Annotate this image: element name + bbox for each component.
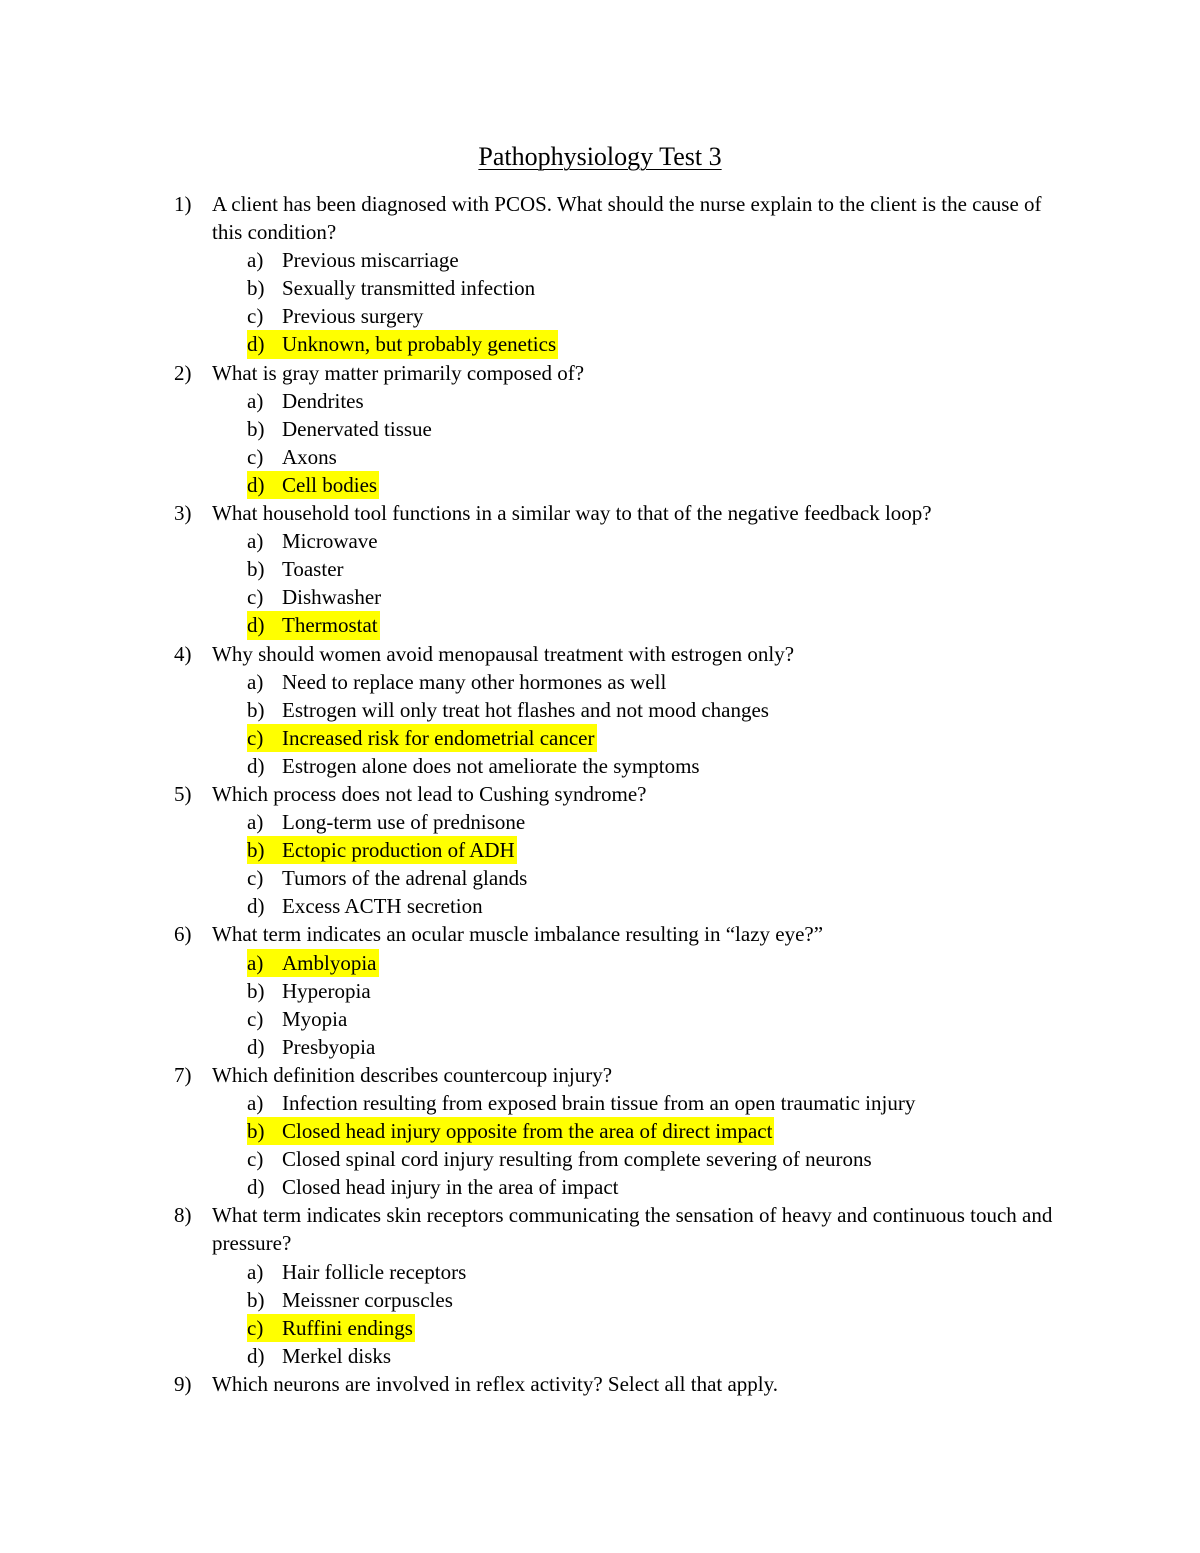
option-content (247, 808, 527, 836)
option-content (247, 415, 434, 443)
option-content (247, 892, 485, 920)
option-text: Unknown, but probably genetics (282, 332, 557, 357)
option-content (247, 527, 380, 555)
question-stem (0, 499, 1200, 527)
question-text: Why should women avoid menopausal treatment with estrogen only? (212, 641, 795, 666)
option-letter: b) (247, 697, 265, 722)
option-letter: c) (247, 1315, 264, 1340)
document-title (0, 140, 1200, 174)
option-text: Denervated tissue (282, 416, 432, 441)
option-letter: c) (247, 866, 264, 891)
option-letter: a) (247, 669, 264, 694)
option-text: Closed head injury opposite from the area of direct impact (282, 1119, 773, 1144)
answer-option (0, 808, 1200, 836)
option-text: Myopia (282, 1006, 348, 1031)
option-content (247, 443, 339, 471)
question-4 (0, 640, 1200, 780)
option-letter: b) (247, 978, 265, 1003)
option-letter: a) (247, 1091, 264, 1115)
option-letter: a) (247, 810, 264, 835)
option-content (247, 836, 517, 864)
question-1 (0, 190, 1200, 359)
option-text: Toaster (282, 557, 344, 582)
answer-option (0, 1286, 1200, 1314)
question-3 (0, 499, 1200, 639)
option-content (247, 330, 558, 358)
option-text: Dishwasher (282, 585, 382, 610)
option-text: Previous surgery (282, 304, 424, 329)
answer-option (0, 696, 1200, 724)
question-stem (0, 190, 1200, 246)
option-letter: a) (247, 529, 264, 554)
option-text: Microwave (282, 529, 378, 554)
option-letter: a) (247, 950, 264, 975)
option-text: Cell bodies (282, 472, 378, 497)
question-stem (0, 1201, 1200, 1257)
option-letter: b) (247, 1287, 265, 1312)
option-letter: c) (247, 585, 264, 610)
answer-option-highlighted (0, 724, 1200, 752)
option-letter: b) (247, 276, 265, 301)
question-number: 9) (174, 1371, 192, 1396)
option-content (247, 668, 668, 696)
option-text: Merkel disks (282, 1343, 392, 1368)
option-content (247, 274, 537, 302)
option-letter: d) (247, 613, 265, 638)
answer-option-highlighted (0, 1314, 1200, 1342)
option-text: Sexually transmitted infection (282, 276, 536, 301)
answer-option (0, 1145, 1200, 1173)
option-text: Previous miscarriage (282, 248, 459, 273)
question-6 (0, 920, 1200, 1060)
answer-option (0, 387, 1200, 415)
option-content (247, 1173, 620, 1201)
option-letter: c) (247, 1147, 264, 1172)
option-letter: d) (247, 1343, 265, 1368)
option-content (247, 977, 373, 1005)
option-content (247, 1258, 468, 1286)
question-text: Which definition describes countercoup injury? (212, 1062, 613, 1087)
answer-option (0, 892, 1200, 920)
option-content (247, 1314, 415, 1342)
option-letter: d) (247, 332, 265, 357)
option-text: Need to replace many other hormones as well (282, 669, 667, 694)
option-letter: d) (247, 1175, 265, 1200)
option-content (247, 1033, 377, 1061)
option-content (247, 864, 529, 892)
option-content (247, 302, 425, 330)
answer-option (0, 1005, 1200, 1033)
option-text: Tumors of the adrenal glands (282, 866, 528, 891)
answer-option-highlighted (0, 1117, 1200, 1145)
question-number: 6) (174, 922, 192, 947)
option-letter: c) (247, 725, 264, 750)
question-list (0, 190, 1200, 1398)
question-number: 5) (174, 781, 192, 806)
option-letter: c) (247, 304, 264, 329)
answer-option (0, 415, 1200, 443)
option-content (247, 387, 366, 415)
document-title-text: Pathophysiology Test 3 (478, 142, 722, 171)
question-2 (0, 359, 1200, 499)
answer-option (0, 1342, 1200, 1370)
option-text: Presbyopia (282, 1034, 376, 1059)
option-text: Meissner corpuscles (282, 1287, 453, 1312)
question-text: What term indicates skin receptors communicating the sensation of heavy and continuous touch and pressure? (212, 1203, 1053, 1256)
answer-option-highlighted (0, 611, 1200, 639)
option-text: Increased risk for endometrial cancer (282, 725, 595, 750)
option-letter: c) (247, 444, 264, 469)
option-content (247, 724, 597, 752)
option-text: Estrogen alone does not ameliorate the symptoms (282, 753, 700, 778)
question-text: What household tool functions in a similar way to that of the negative feedback loop? (212, 501, 932, 526)
answer-option (0, 246, 1200, 274)
question-5 (0, 780, 1200, 920)
option-content (247, 696, 771, 724)
option-letter: a) (247, 388, 264, 413)
question-number: 7) (174, 1062, 192, 1087)
question-text: Which neurons are involved in reflex activity? Select all that apply. (212, 1371, 779, 1396)
question-stem (0, 1370, 1200, 1398)
option-text: Long-term use of prednisone (282, 810, 526, 835)
answer-option-highlighted (0, 836, 1200, 864)
question-text: A client has been diagnosed with PCOS. What should the nurse explain to the client is the cause of this condition? (212, 192, 1042, 245)
answer-option-highlighted (0, 471, 1200, 499)
answer-option (0, 1089, 1200, 1117)
option-text: Amblyopia (282, 950, 377, 975)
answer-option (0, 864, 1200, 892)
question-text: What is gray matter primarily composed of? (212, 360, 585, 385)
option-letter: b) (247, 416, 265, 441)
option-content (247, 555, 346, 583)
option-text: Estrogen will only treat hot flashes and not mood changes (282, 697, 769, 722)
question-stem (0, 1061, 1200, 1089)
option-text: Dendrites (282, 388, 364, 413)
question-stem (0, 640, 1200, 668)
question-number: 3) (174, 501, 192, 526)
option-content (247, 1342, 393, 1370)
question-text: What term indicates an ocular muscle imbalance resulting in “lazy eye?” (212, 922, 824, 947)
answer-option (0, 302, 1200, 330)
option-letter: d) (247, 894, 265, 919)
option-letter: d) (247, 753, 265, 778)
option-letter: b) (247, 1119, 265, 1144)
question-9 (0, 1370, 1200, 1398)
option-content (247, 752, 702, 780)
answer-option (0, 1033, 1200, 1061)
answer-option (0, 527, 1200, 555)
option-content (247, 1005, 349, 1033)
option-letter: a) (247, 1259, 264, 1284)
answer-option (0, 1258, 1200, 1286)
option-content (247, 1286, 455, 1314)
answer-option-highlighted (0, 949, 1200, 977)
question-stem (0, 780, 1200, 808)
answer-option (0, 555, 1200, 583)
option-text: Excess ACTH secretion (282, 894, 483, 919)
option-letter: b) (247, 557, 265, 582)
option-text: Thermostat (282, 613, 378, 638)
option-text: Closed spinal cord injury resulting from complete severing of neurons (282, 1147, 872, 1172)
answer-option-highlighted (0, 330, 1200, 358)
question-stem (0, 359, 1200, 387)
answer-option (0, 977, 1200, 1005)
option-content (247, 611, 380, 639)
option-content (247, 1089, 917, 1117)
option-text: Ectopic production of ADH (282, 838, 515, 863)
option-content (247, 949, 379, 977)
question-stem (0, 920, 1200, 948)
option-text: Axons (282, 444, 337, 469)
question-7 (0, 1061, 1200, 1201)
answer-option (0, 752, 1200, 780)
option-text: Hair follicle receptors (282, 1259, 467, 1284)
option-letter: c) (247, 1006, 264, 1031)
option-letter: d) (247, 472, 265, 497)
option-letter: b) (247, 838, 265, 863)
option-content (247, 471, 379, 499)
question-number: 1) (174, 192, 192, 216)
answer-option (0, 443, 1200, 471)
question-number: 2) (174, 360, 192, 385)
option-text: Infection resulting from exposed brain tissue from an open traumatic injury (282, 1091, 916, 1115)
option-text: Closed head injury in the area of impact (282, 1175, 619, 1200)
option-content (247, 583, 383, 611)
answer-option (0, 668, 1200, 696)
option-text: Hyperopia (282, 978, 371, 1003)
option-letter: d) (247, 1034, 265, 1059)
question-text: Which process does not lead to Cushing syndrome? (212, 781, 647, 806)
question-number: 8) (174, 1203, 192, 1228)
option-text: Ruffini endings (282, 1315, 413, 1340)
question-number: 4) (174, 641, 192, 666)
option-content (247, 1145, 874, 1173)
answer-option (0, 1173, 1200, 1201)
answer-option (0, 583, 1200, 611)
option-content (247, 1117, 774, 1145)
option-letter: a) (247, 248, 264, 273)
question-8 (0, 1201, 1200, 1370)
option-content (247, 246, 461, 274)
answer-option (0, 274, 1200, 302)
